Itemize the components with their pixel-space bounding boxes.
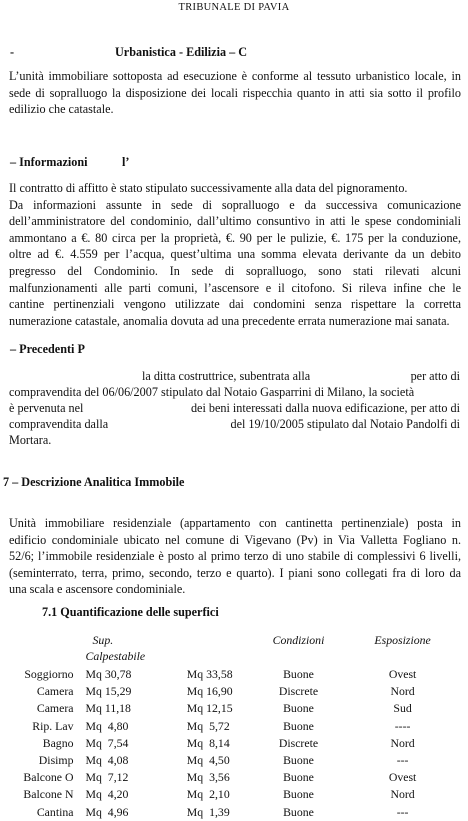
section-title-descrizione: 7 – Descrizione Analitica Immobile (3, 475, 185, 489)
condition: Buone (283, 718, 314, 733)
text-fragment: è pervenuta nel (9, 401, 84, 415)
section-title-precedenti: – Precedenti P (10, 342, 85, 356)
paragraph-informazioni (9, 180, 461, 329)
room-name: Rip. Lav (32, 718, 74, 733)
text-line: pregresso del Condominio. In sede di sopralluogo, sono stati rilevati alcuni (9, 263, 461, 278)
text-line: dell’amministratore del condominio, dall’ultimo consuntivo in atti le spese condominiali (9, 214, 461, 229)
table-row (6, 700, 468, 717)
table-row (6, 786, 468, 803)
text-line: L’unità immobiliare sottoposta ad esecuzione è conforme al tessuto urbanistico locale, in (9, 69, 461, 83)
header-esposizione: Esposizione (374, 633, 431, 647)
table-row (6, 752, 468, 769)
condition: Buone (283, 753, 314, 768)
text-line: ammontano a €. 80 circa per la proprietà, €. 90 per le pulizie, €. 175 per la conduzione, (9, 230, 461, 245)
text-fragment: dei beni interessati dalla nuova edificazione, per atto di (190, 401, 460, 415)
surface-commerciale: Mq 2,10 (186, 787, 230, 802)
exposure: --- (396, 804, 409, 819)
text-fragment: del 19/10/2005 stipulato dal Notaio Pandolfi di (230, 417, 460, 431)
condition: Buone (283, 787, 314, 802)
text-line: Il contratto di affitto è stato stipulato successivamente alla data del pignoramento. (9, 181, 408, 195)
surface-commerciale: Mq 16,90 (186, 684, 233, 699)
room-name: Balcone O (23, 770, 74, 785)
text-line: edilizio che catastale. (9, 102, 114, 117)
surface-commerciale: Mq 33,58 (186, 667, 233, 681)
subsection-title-superfici: 7.1 Quantificazione delle superfici (42, 605, 219, 619)
exposure: --- (396, 753, 409, 768)
surface-calpestabile: Mq 7,12 (85, 770, 129, 785)
table-row (6, 666, 468, 683)
text-fragment: per atto di (410, 369, 460, 383)
condition: Buone (283, 804, 314, 819)
text-fragment: la ditta costruttrice, subentrata alla (142, 369, 311, 383)
section-title-informazioni: – Informazioni (10, 155, 88, 169)
surface-calpestabile: Mq 4,20 (85, 787, 129, 802)
paragraph-descrizione (9, 515, 461, 598)
header-sup-line2: Calpestabile (85, 649, 146, 663)
surface-calpestabile: Mq 15,29 (85, 684, 132, 699)
text-line: Unità immobiliare residenziale (appartamento con cantinetta pertinenziale) posta in (9, 516, 461, 530)
surface-commerciale: Mq 8,14 (186, 735, 230, 750)
room-name: Camera (36, 701, 74, 716)
surface-calpestabile: Mq 4,80 (85, 718, 129, 733)
text-line: numerazione catastale, anomalia dovuta ad una precedente errata numerazione mai sanata. (9, 313, 450, 328)
text-line: malfunzionamenti alle parti comuni, l’ascensore e il citofono. Si rileva infine che le (9, 280, 461, 295)
table-row (6, 735, 468, 752)
section-title-urbanistica: Urbanistica - Edilizia – C (115, 45, 248, 59)
surfaces-table (6, 632, 468, 821)
table-header-row (6, 632, 468, 664)
section-dash: - (10, 45, 15, 59)
table-row (6, 718, 468, 735)
exposure: Ovest (388, 667, 417, 681)
surface-commerciale: Mq 1,39 (186, 804, 230, 819)
text-fragment: compravendita dalla (9, 417, 109, 431)
surface-commerciale: Mq 5,72 (186, 718, 230, 733)
text-line: cantine pertinenziali vengono utilizzate dai condomini senza rispettare la corretta (9, 297, 461, 312)
paragraph-urbanistica (9, 68, 461, 118)
text-line: una scala e ascensore condominiale. (9, 582, 186, 597)
condition: Discrete (278, 735, 319, 750)
condition: Buone (283, 667, 314, 681)
condition: Discrete (278, 684, 319, 699)
exposure: Nord (390, 735, 415, 750)
exposure: ---- (394, 718, 411, 733)
header-sup (86, 632, 187, 664)
header-sup-line1: Sup. (92, 633, 114, 647)
section-title-informazioni-tail: l’ (122, 155, 130, 169)
exposure: Ovest (388, 770, 417, 785)
surface-calpestabile: Mq 4,96 (85, 804, 129, 819)
table-row (6, 804, 468, 821)
room-name: Disimp (38, 753, 74, 768)
header-condizioni: Condizioni (272, 633, 325, 647)
table-row (6, 769, 468, 786)
surface-commerciale: Mq 12,15 (186, 701, 233, 716)
surface-calpestabile: Mq 7,54 (85, 735, 129, 750)
text-line: Mortara. (9, 433, 52, 447)
page-header: TRIBUNALE DI PAVIA (178, 2, 290, 13)
exposure: Sud (393, 701, 412, 716)
surface-calpestabile: Mq 11,18 (85, 701, 131, 716)
exposure: Nord (390, 787, 415, 802)
text-line: 52/6; l’immobile residenziale è posto al primo terzo di uno stabile di complessivi 6 livelli, (9, 549, 461, 564)
surface-commerciale: Mq 3,56 (186, 770, 230, 785)
text-line: compravendita del 06/06/2007 stipulato dal Notaio Gasparrini di Milano, la società (9, 385, 415, 399)
condition: Buone (283, 701, 314, 716)
condition: Buone (283, 770, 314, 785)
surface-calpestabile: Mq 30,78 (85, 667, 132, 681)
text-line: Da informazioni assunte in sede di sopralluogo e da successiva comunicazione (9, 197, 461, 212)
text-line: (seminterrato, terra, primo, secondo, terzo e quarto). I piani sono collegati fra di loro da (9, 565, 461, 580)
text-line: edificio condominiale ubicato nel comune di Vigevano (Pv) in Via Valletta Fogliano n. (9, 532, 461, 547)
exposure: Nord (390, 684, 415, 699)
room-name: Camera (36, 684, 74, 699)
room-name: Balcone N (23, 787, 74, 802)
room-name: Soggiorno (24, 667, 74, 681)
room-name: Bagno (42, 735, 74, 750)
text-line: oltre ad €. 4.559 per l’acqua, quest’ultima una somma elevata derivante da un debito (9, 247, 461, 262)
surface-commerciale: Mq 4,50 (186, 753, 230, 768)
table-row (6, 683, 468, 700)
surface-calpestabile: Mq 4,08 (85, 753, 129, 768)
text-line: sede di sopralluogo la disposizione dei locali rispecchia quanto in atti sia sotto il profilo (9, 85, 461, 100)
room-name: Cantina (36, 804, 74, 819)
